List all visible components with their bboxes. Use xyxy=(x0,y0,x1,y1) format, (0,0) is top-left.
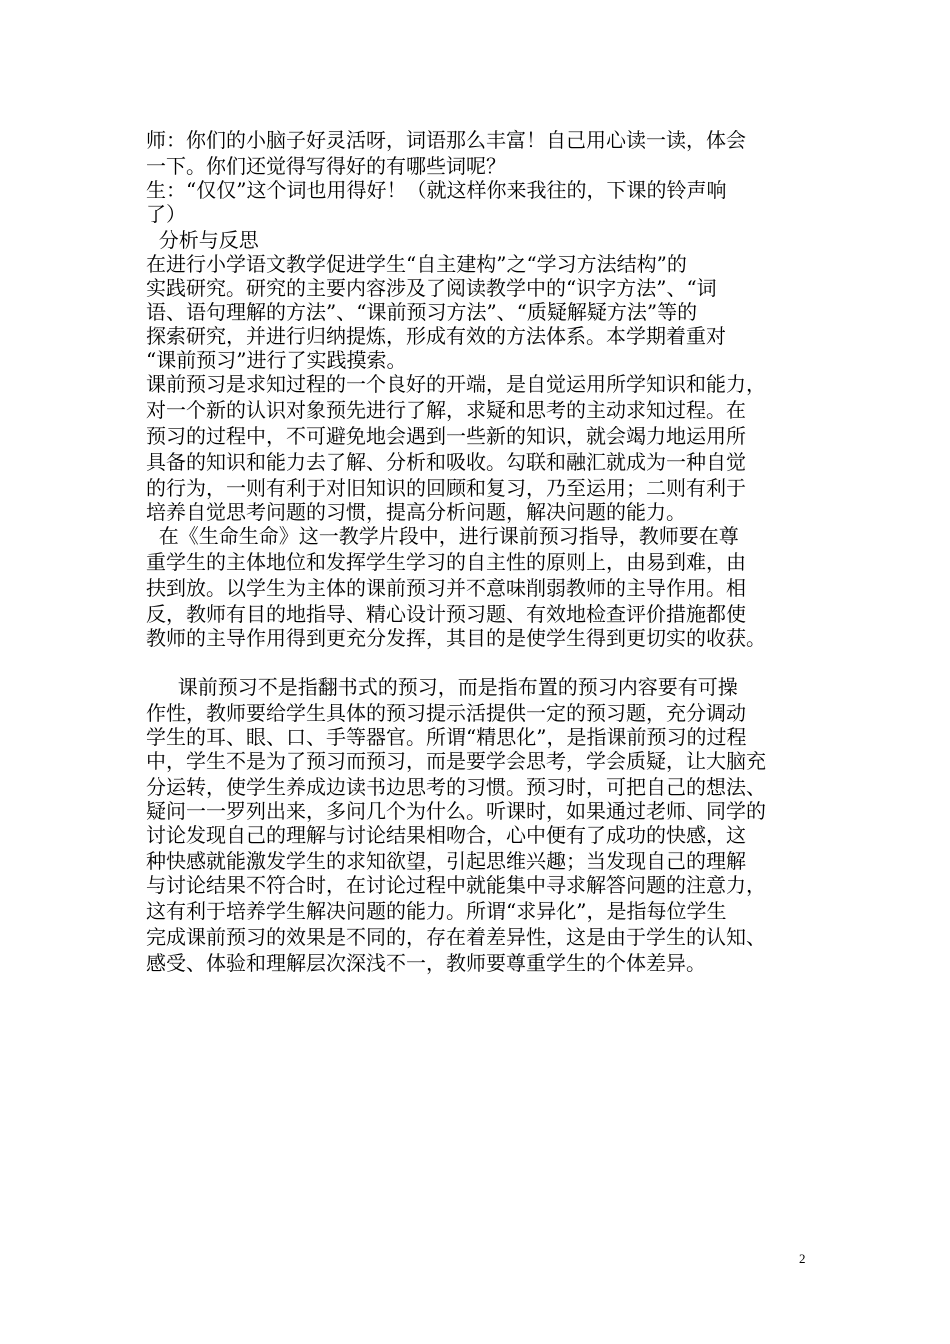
text-line: 实践研究。研究的主要内容涉及了阅读教学中的“识字方法”、“词 xyxy=(146,276,717,300)
text-line: 语、语句理解的方法”、“课前预习方法”、“质疑解疑方法”等的 xyxy=(146,300,698,324)
text-line: 的行为，一则有利于对旧知识的回顾和复习，乃至运用；二则有利于 xyxy=(146,476,746,500)
text-line: 分析与反思 xyxy=(146,228,259,252)
page-number: 2 xyxy=(799,1251,806,1266)
text-line: 重学生的主体地位和发挥学生学习的自主性的原则上，由易到难，由 xyxy=(146,550,746,574)
text-line: 课前预习是求知过程的一个良好的开端，是自觉运用所学知识和能力， xyxy=(146,372,766,396)
text-line: 探索研究，并进行归纳提炼，形成有效的方法体系。本学期着重对 xyxy=(146,324,726,348)
text-line: 教师的主导作用得到更充分发挥，其目的是使学生得到更切实的收获。 xyxy=(146,626,766,650)
text-line: 预习的过程中，不可避免地会遇到一些新的知识，就会竭力地运用所 xyxy=(146,424,746,448)
text-line: 学生的耳、眼、口、手等器官。所谓“精思化”，是指课前预习的过程 xyxy=(146,725,747,749)
text-line: 培养自觉思考问题的习惯，提高分析问题，解决问题的能力。 xyxy=(146,500,686,524)
text-line: 分运转，使学生养成边读书边思考的习惯。预习时，可把自己的想法、 xyxy=(146,775,766,799)
text-line: 了） xyxy=(146,202,186,226)
text-line: 在《生命生命》这一教学片段中，进行课前预习指导，教师要在尊 xyxy=(146,524,739,548)
text-line: 具备的知识和能力去了解、分析和吸收。勾联和融汇就成为一种自觉 xyxy=(146,450,746,474)
text-line: 感受、体验和理解层次深浅不一，教师要尊重学生的个体差异。 xyxy=(146,951,706,975)
text-line: 疑问一一罗列出来，多问几个为什么。听课时，如果通过老师、同学的 xyxy=(146,799,766,823)
text-line: 扶到放。以学生为主体的课前预习并不意味削弱教师的主导作用。相 xyxy=(146,576,746,600)
text-line: 讨论发现自己的理解与讨论结果相吻合，心中便有了成功的快感，这 xyxy=(146,823,746,847)
text-line: “课前预习”进行了实践摸索。 xyxy=(146,348,407,372)
text-line: 对一个新的认识对象预先进行了解，求疑和思考的主动求知过程。在 xyxy=(146,398,746,422)
text-line: 课前预习不是指翻书式的预习，而是指布置的预习内容要有可操 xyxy=(146,675,738,699)
text-line: 一下。你们还觉得写得好的有哪些词呢？ xyxy=(146,154,506,178)
text-line: 种快感就能激发学生的求知欲望，引起思维兴趣；当发现自己的理解 xyxy=(146,849,746,873)
text-line: 作性，教师要给学生具体的预习提示活提供一定的预习题，充分调动 xyxy=(146,701,746,725)
text-line: 生：“仅仅”这个词也用得好！（就这样你来我往的，下课的铃声响 xyxy=(146,178,727,202)
text-line: 完成课前预习的效果是不同的，存在着差异性，这是由于学生的认知、 xyxy=(146,925,766,949)
text-line: 反，教师有目的地指导、精心设计预习题、有效地检查评价措施都使 xyxy=(146,602,746,626)
text-line: 师：你们的小脑子好灵活呀，词语那么丰富！自己用心读一读，体会 xyxy=(146,128,746,152)
text-line: 中，学生不是为了预习而预习，而是要学会思考，学会质疑，让大脑充 xyxy=(146,749,766,773)
text-line: 与讨论结果不符合时，在讨论过程中就能集中寻求解答问题的注意力， xyxy=(146,873,766,897)
text-line: 这有利于培养学生解决问题的能力。所谓“求异化”，是指每位学生 xyxy=(146,899,727,923)
text-line: 在进行小学语文教学促进学生“自主建构”之“学习方法结构”的 xyxy=(146,252,687,276)
